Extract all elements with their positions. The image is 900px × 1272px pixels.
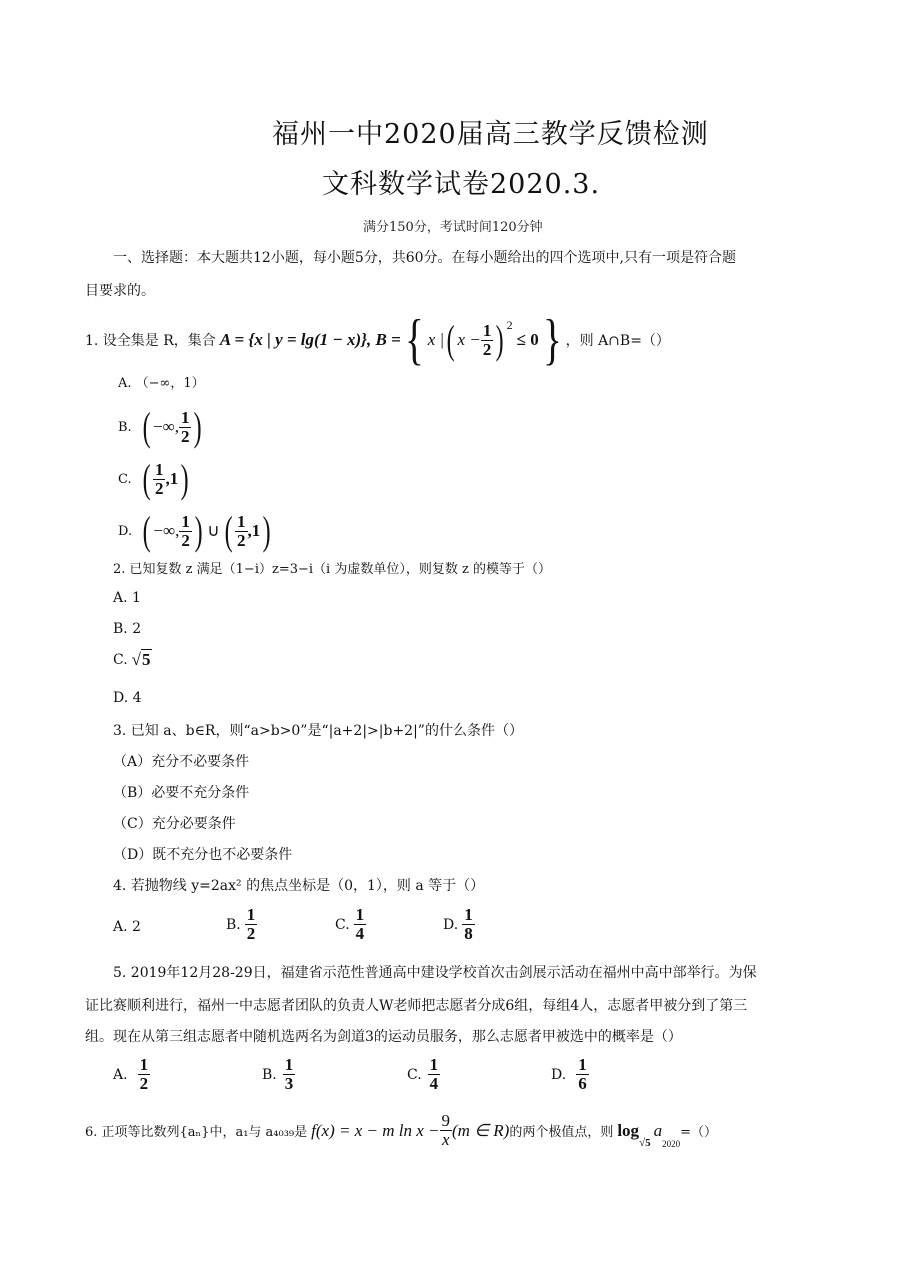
question-5-line1: 5. 2019年12月28-29日，福建省示范性普通高中建设学校首次击剑展示活动在福州中高中部举行。为保 — [113, 965, 757, 981]
q6-fraction: $\frac{9}{x}$ — [441, 1111, 451, 1149]
q6-a-subscript: 2020 — [662, 1139, 681, 1149]
q6-log: log — [617, 1120, 640, 1140]
q5-option-d: D. $\frac{1}{6}$ — [551, 1055, 587, 1093]
section-intro-line2: 目要求的。 — [85, 283, 155, 299]
q1-x-minus: x − — [457, 330, 481, 349]
q1-b-half: $\frac{1}{2}$ — [180, 407, 190, 446]
section-intro-line1: 一、选择题：本大题共12小题，每小题5分，共60分。在每小题给出的四个选项中,只有一项是符合题 — [113, 250, 736, 266]
q5-option-c: C. $\frac{1}{4}$ — [407, 1055, 439, 1093]
q1-option-d: D. ( −∞, $\frac{1}{2}$ ) ∪ ( $\frac{1}{2}$ ,1 ) — [118, 508, 271, 553]
q1-suffix: ，则 A∩B=（） — [565, 333, 670, 349]
q2-option-b: B. 2 — [113, 621, 142, 637]
q1-left-paren: ( — [446, 317, 455, 362]
exam-info: 满分150分，考试时间120分钟 — [363, 220, 543, 235]
q6-prefix: 6. 正项等比数列{aₙ}中，a₁与 a₄₀₃₉是 — [85, 1125, 308, 1140]
question-6-stem — [85, 1112, 717, 1149]
q3-option-d: （D）既不充分也不必要条件 — [113, 847, 293, 863]
question-2-stem: 2. 已知复数 z 满足（1−i）z=3−i（i 为虚数单位），则复数 z 的模等于（） — [113, 562, 551, 577]
q1-option-b: B. ( −∞, $\frac{1}{2}$ ) — [118, 404, 203, 449]
q5-option-b: B. $\frac{1}{3}$ — [262, 1055, 294, 1093]
q6-condition: (m ∈ R) — [452, 1120, 510, 1140]
q6-log-base: √5 — [639, 1137, 651, 1149]
q6-function: f(x) = x − m ln x − — [311, 1120, 440, 1140]
sqrt-5: √5 — [131, 650, 151, 669]
q4-option-a: A. 2 — [113, 919, 141, 935]
q1-exponent: 2 — [506, 318, 513, 332]
q5-option-a: A. $\frac{1}{2}$ — [113, 1055, 149, 1093]
q1-x-bar: x | — [427, 330, 445, 349]
q3-option-a: （A）充分不必要条件 — [113, 754, 250, 770]
q6-end: =（） — [680, 1125, 718, 1140]
q1-d-half-2: $\frac{1}{2}$ — [237, 511, 246, 550]
q2-option-a: A. 1 — [113, 590, 141, 606]
q1-c-half: $\frac{1}{2}$ — [154, 459, 164, 498]
q3-option-c: （C）充分必要条件 — [113, 816, 236, 832]
q6-mid: 的两个极值点，则 — [509, 1125, 614, 1140]
q4-option-d: D. $\frac{1}{8}$ — [443, 905, 473, 943]
q1-sets: A = {x | y = lg(1 − x)}, B = — [219, 330, 401, 349]
page-title-line1: 福州一中2020届高三教学反馈检测 — [272, 119, 709, 150]
question-3-stem: 3. 已知 a、b∈R，则“a>b>0”是“|a+2|>|b+2|”的什么条件（） — [113, 723, 523, 739]
question-1-stem — [85, 309, 670, 371]
q2-option-c: C. √5 — [113, 650, 151, 669]
q1-left-brace: { — [404, 309, 424, 371]
q4-option-c: C. $\frac{1}{4}$ — [335, 905, 365, 943]
question-5-line3: 组。现在从第三组志愿者中随机选两名为剑道3的运动员服务，那么志愿者甲被选中的概率是（） — [85, 1029, 682, 1045]
q6-a: a — [653, 1120, 663, 1140]
page-title-line2: 文科数学试卷2020.3. — [322, 169, 601, 200]
q1-half-fraction: $\frac{1}{2}$ — [482, 320, 492, 359]
q1-option-a: A. （−∞，1） — [118, 376, 205, 391]
q1-d-half-1: $\frac{1}{2}$ — [181, 511, 190, 550]
q1-le-zero: ≤ 0 — [516, 330, 539, 349]
q1-prefix: 1. 设全集是 R，集合 — [85, 333, 216, 349]
q3-option-b: （B）必要不充分条件 — [113, 785, 250, 801]
question-4-stem: 4. 若抛物线 y=2ax² 的焦点坐标是（0，1），则 a 等于（） — [113, 878, 485, 894]
q1-right-brace: } — [542, 309, 562, 371]
q1-option-c: C. ( $\frac{1}{2}$ ,1 ) — [118, 456, 189, 501]
q2-option-d: D. 4 — [113, 690, 142, 706]
question-5-line2: 证比赛顺利进行，福州一中志愿者团队的负责人W老师把志愿者分成6组，每组4人，志愿者甲被分到了第三 — [85, 998, 748, 1014]
q4-option-b: B. $\frac{1}{2}$ — [226, 905, 256, 943]
q1-right-paren: ) — [495, 317, 504, 362]
